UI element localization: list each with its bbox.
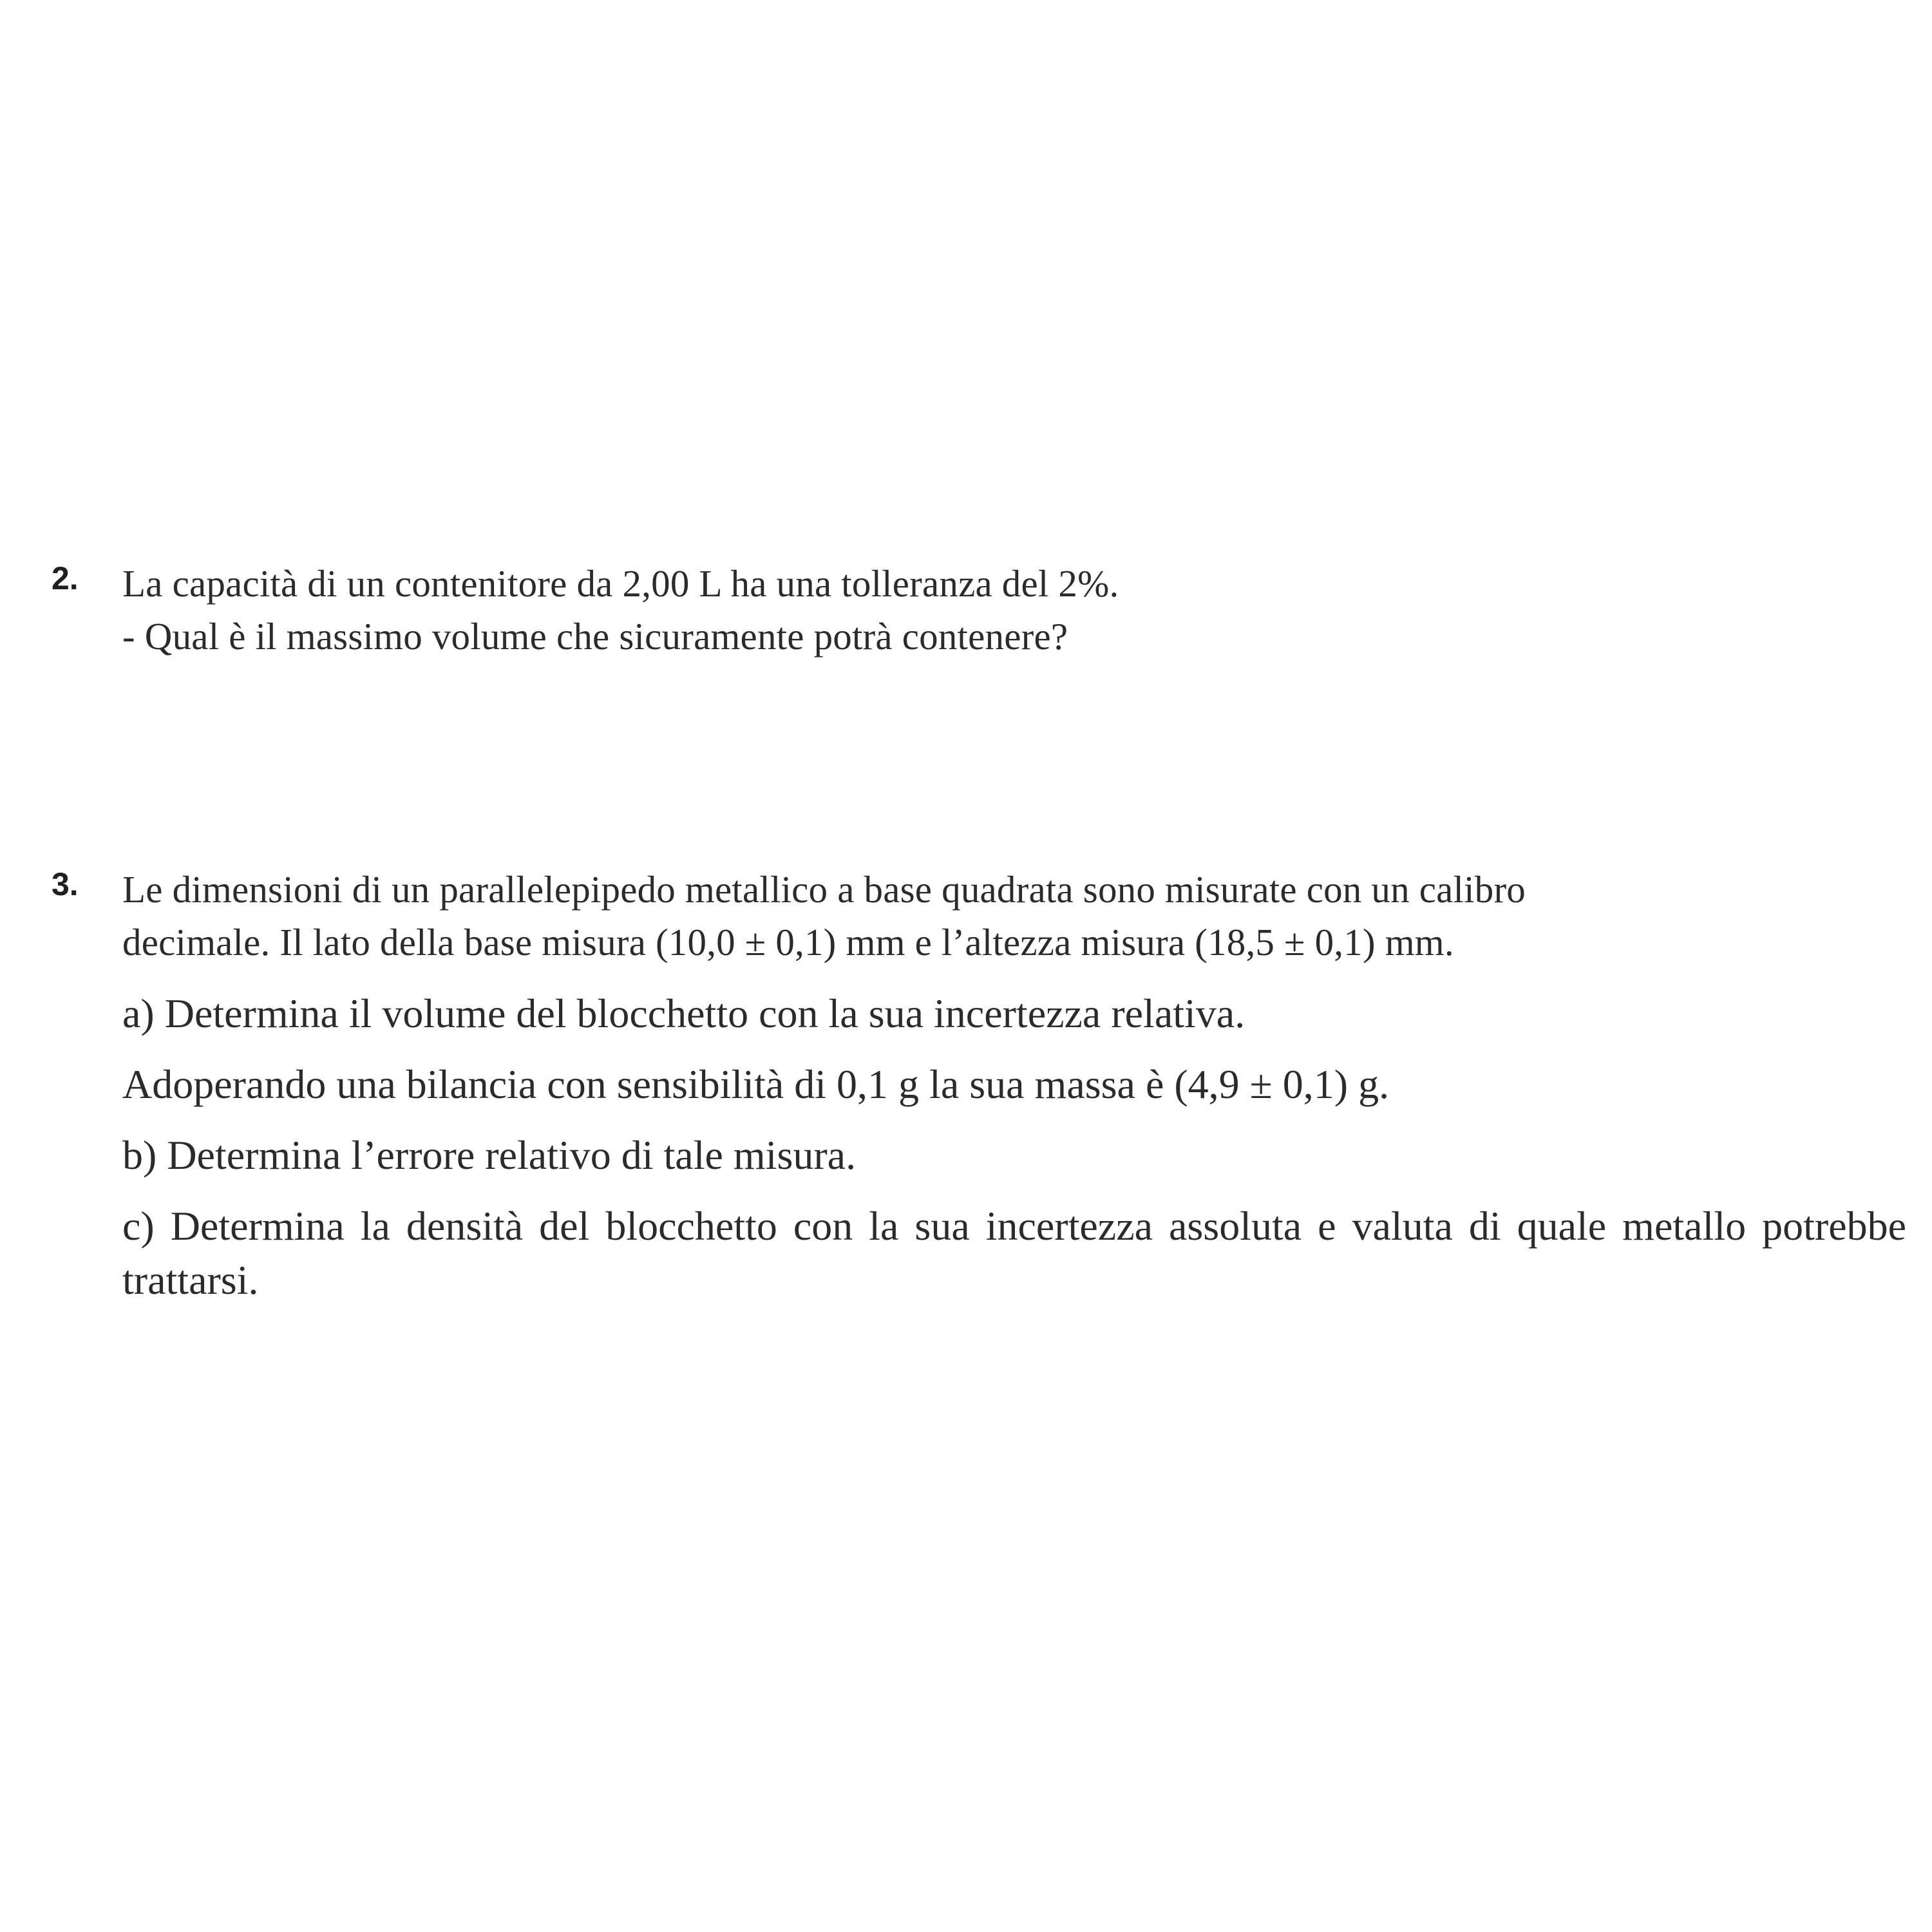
exercise-2-statement: La capacità di un contenitore da 2,00 L ha una tolleranza del 2%. [122,562,1119,605]
exercise-2-question: - Qual è il massimo volume che sicuramente potrà contenere? [122,615,1068,658]
question-c: c) Determina la densità del blocchetto con la sua incertezza assoluta e valuta di quale metallo potrebbe trattarsi. [122,1203,1906,1303]
question-a: a) Determina il volume del blocchetto con la sua incertezza relativa. [122,990,1245,1036]
exercise-number: 2. [52,560,79,596]
exercise-3-body [122,863,1906,1307]
exercise-3 [52,863,1906,1307]
exercise-2 [52,557,1906,663]
exercise-2-body [122,557,1906,663]
question-b: b) Determina l’errore relativo di tale misura. [122,1132,857,1178]
exercise-3-intro-line-1: Le dimensioni di un parallelepipedo metallico a base quadrata sono misurate con un calibro [122,868,1526,911]
mass-statement: Adoperando una bilancia con sensibilità di 0,1 g la sua massa è (4,9 ± 0,1) g. [122,1061,1390,1107]
exercise-number: 3. [52,866,79,902]
exercise-3-intro-line-2: decimale. Il lato della base misura (10,0 ± 0,1) mm e l’altezza misura (18,5 ± 0,1) mm. [122,921,1454,963]
